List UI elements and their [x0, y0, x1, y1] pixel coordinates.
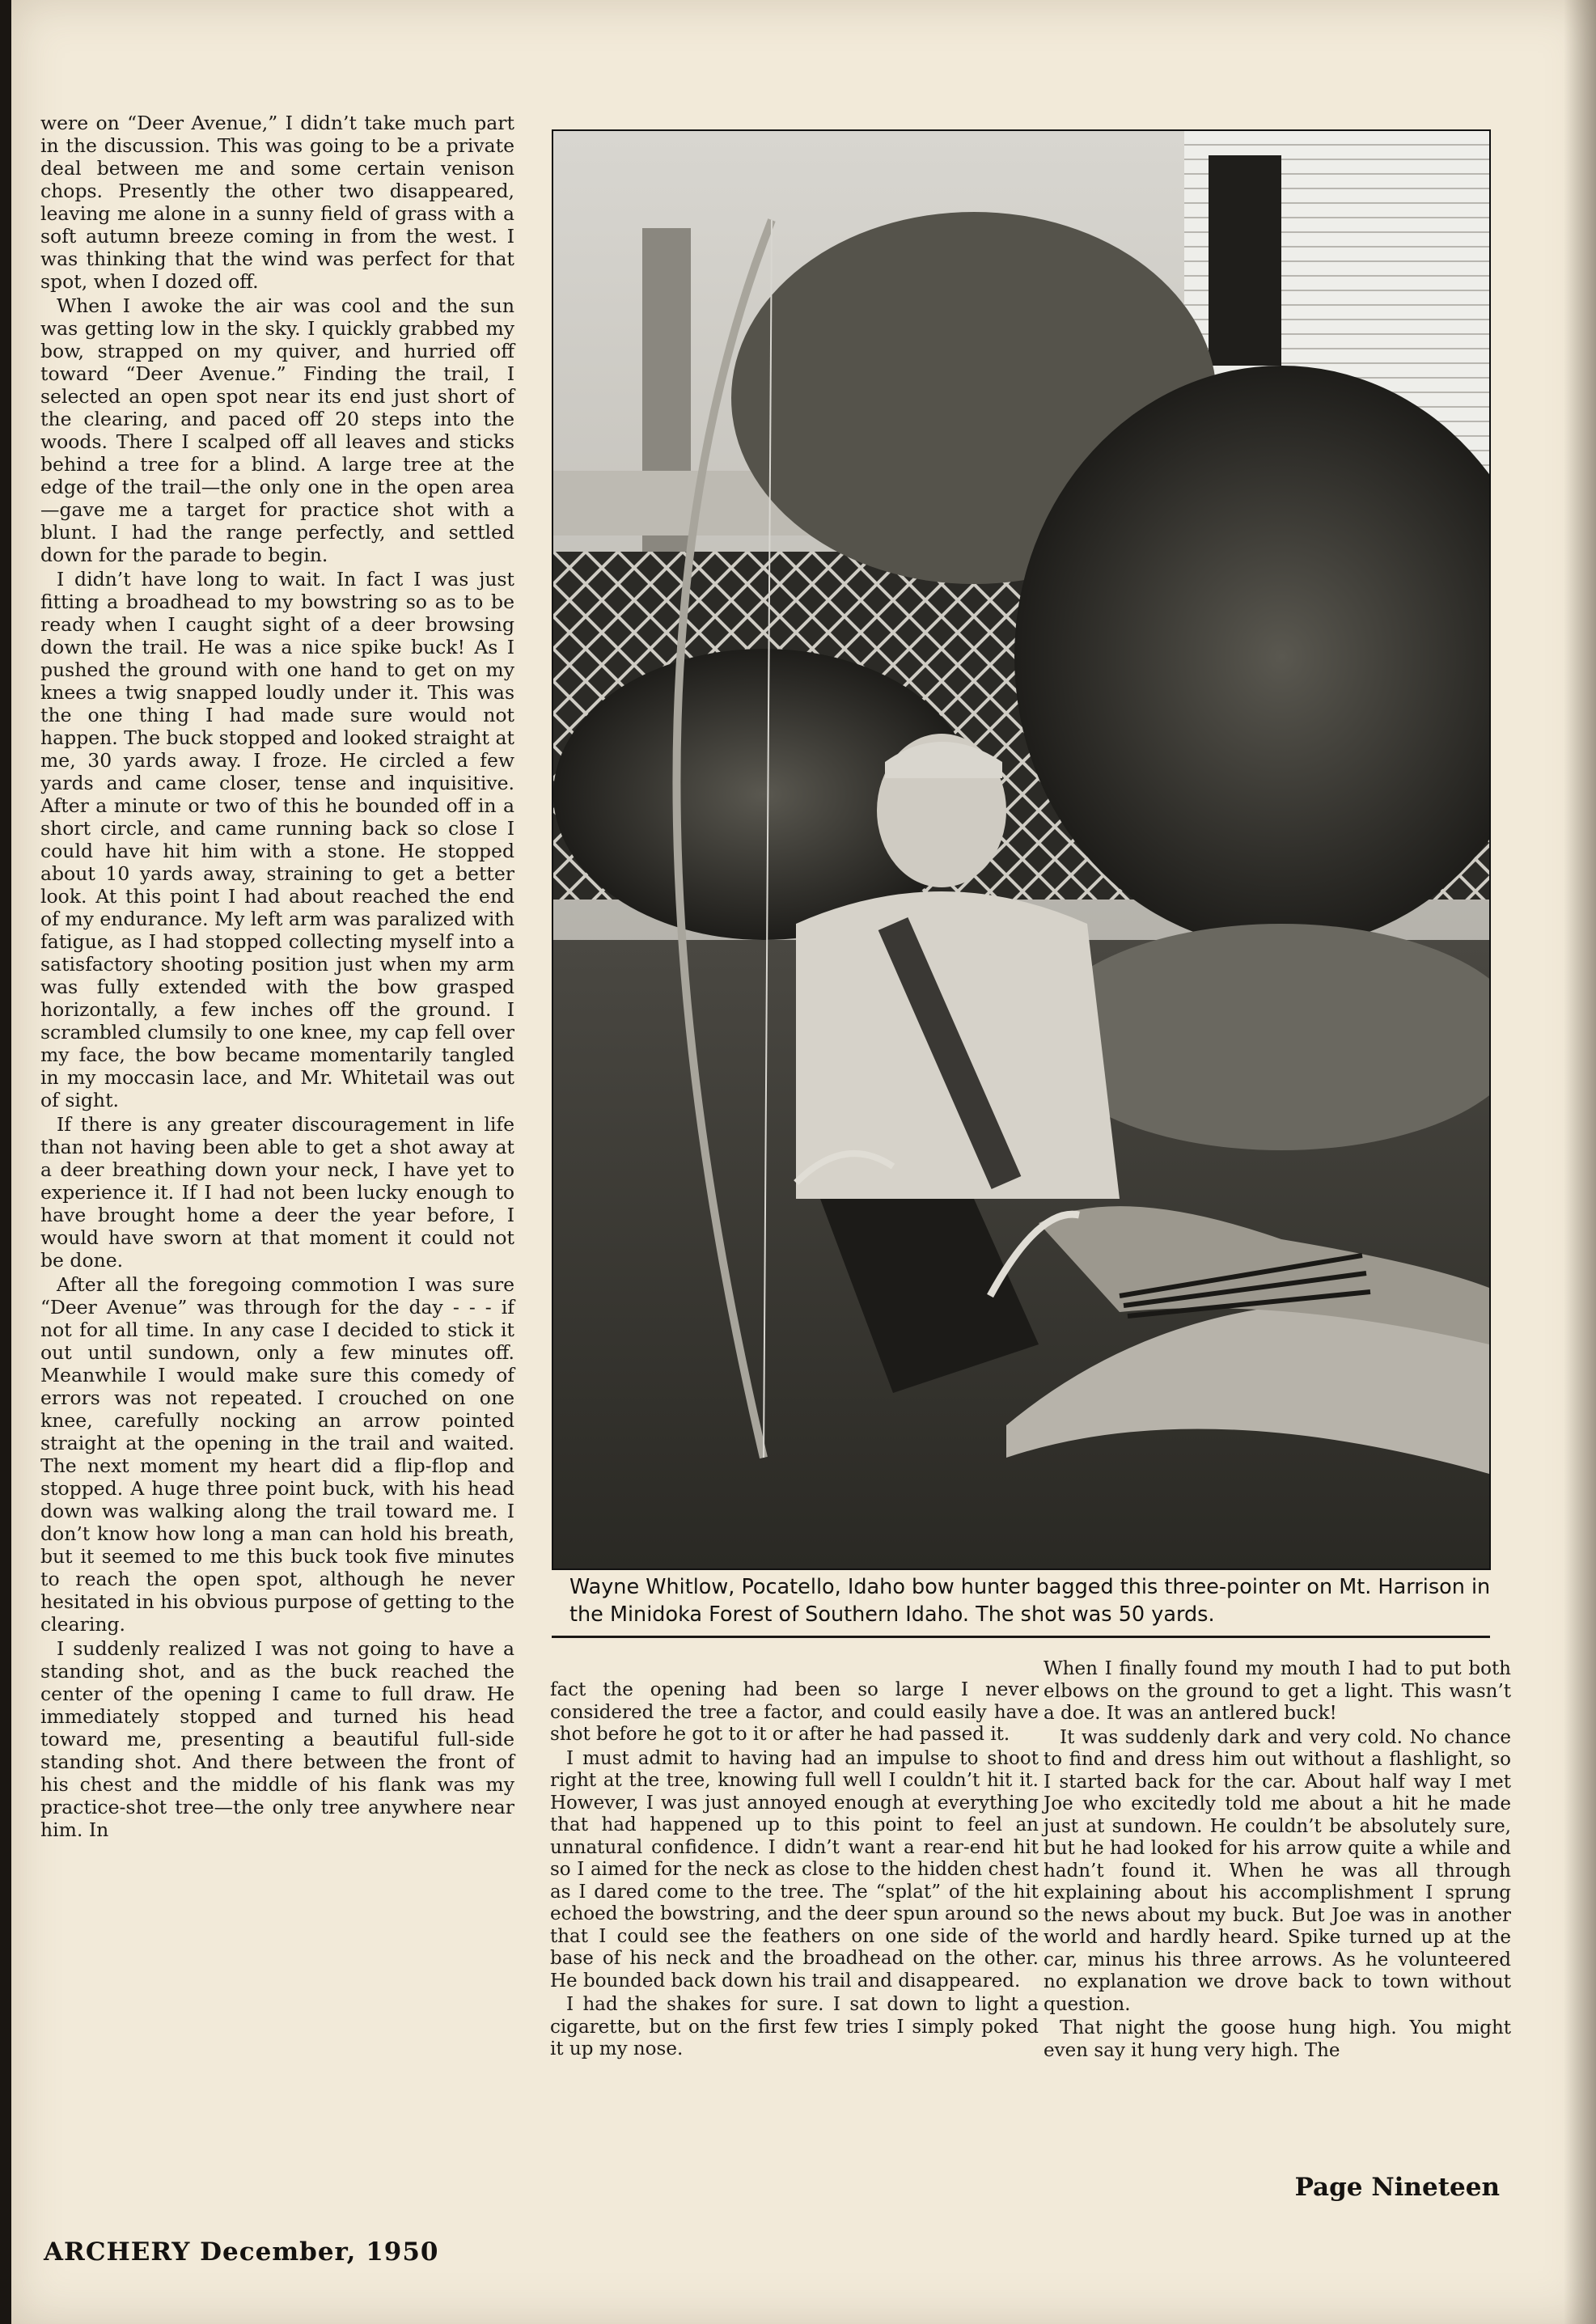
- paragraph: were on “Deer Avenue,” I didn’t take much part in the discussion. This was going to be a private deal between me and some certain venison chops. Presently the other two disappeared, leaving me alone in a sunny field of grass with a soft autumn breeze coming in from the west. I was thinking that the wind was perfect for that spot, when I dozed off.: [40, 112, 514, 293]
- magazine-footer: ARCHERY December, 1950: [44, 2237, 439, 2267]
- paragraph: When I finally found my mouth I had to put both elbows on the ground to get a light. This wasn’t a doe. It was an antlered buck!: [1044, 1658, 1511, 1724]
- paragraph: It was suddenly dark and very cold. No chance to find and dress him out without a flashlight, so I started back for the car. About half way I met Joe who excitedly told me about a hit he made just at sundown. He couldn’t be absolutely sure, but he had looked for his arrow quite a while and hadn’t found it. When he was all through explaining about his accomplishment I sprung the news about my buck. But Joe was in another world and hardly heard. Spike turned up at the car, minus his three arrows. As he volunteered no explanation we drove back to town without question.: [1044, 1726, 1511, 2015]
- paragraph: After all the foregoing commotion I was sure “Deer Avenue” was through for the day - - - if not for all time. In any case I decided to stick it out until sundown, only a few minutes off. Meanwhile I would make sure this comedy of errors was not repeated. I crouched on one knee, carefully nocking an arrow pointed straight at the opening in the trail and waited. The next moment my heart did a flip-flop and stopped. A huge three point buck, with his head down was walking along the trail toward me. I don’t know how long a man can hold his breath, but it seemed to me this buck took five minutes to reach the open spot, although he never hesitated in his obvious purpose of getting to the clearing.: [40, 1273, 514, 1636]
- paragraph: I suddenly realized I was not going to have a standing shot, and as the buck reached the center of the opening I came to full draw. He immediately stopped and turned his head toward me, presenting a beautiful full-side standing shot. And there between the front of his chest and the middle of his flank was my practice-shot tree—the only tree anywhere near him. In: [40, 1637, 514, 1841]
- caption-rule: [552, 1636, 1490, 1638]
- magazine-page: [11, 0, 1596, 2324]
- article-column-middle: [550, 1679, 1039, 2205]
- hunter-photo: [552, 129, 1491, 1570]
- paragraph: I had the shakes for sure. I sat down to light a cigarette, but on the first few tries I simply poked it up my nose.: [550, 1994, 1039, 2059]
- article-column-left: [40, 112, 514, 2134]
- article-column-right: [1044, 1658, 1511, 2184]
- photo-caption: Wayne Whitlow, Pocatello, Idaho bow hunter bagged this three-pointer on Mt. Harrison in the Minidoka Forest of Southern Idaho. The shot was 50 yards.: [569, 1575, 1491, 1627]
- paragraph: I didn’t have long to wait. In fact I was just fitting a broadhead to my bowstring so as to be ready when I caught sight of a deer browsing down the trail. He was a nice spike buck! As I pushed the ground with one hand to get on my knees a twig snapped loudly under it. This was the one thing I had made sure would not happen. The buck stopped and looked straight at me, 30 yards away. I froze. He circled a few yards and came closer, tense and inquisitive. After a minute or two of this he bounded off in a short circle, and came running back so close I could have hit him with a stone. He stopped about 10 yards away, straining to get a better look. At this point I had about reached the end of my endurance. My left arm was paralized with fatigue, as I had stopped collecting myself into a satisfactory shooting position just when my arm was fully extended with the bow grasped horizontally, a few inches off the ground. I scrambled clumsily to one knee, my cap fell over my face, the bow became momentarily tangled in my moccasin lace, and Mr. Whitetail was out of sight.: [40, 568, 514, 1111]
- paragraph: If there is any greater discouragement in life than not having been able to get a shot away at a deer breathing down your neck, I have yet to experience it. If I had not been lucky enough to have brought home a deer the year before, I would have sworn at that moment it could not be done.: [40, 1113, 514, 1272]
- paragraph: When I awoke the air was cool and the sun was getting low in the sky. I quickly grabbed my bow, strapped on my quiver, and hurried off toward “Deer Avenue.” Finding the trail, I selected an open spot near its end just short of the clearing, and paced off 20 steps into the woods. There I scalped off all leaves and sticks behind a tree for a blind. A large tree at the edge of the trail—the only one in the open area—gave me a target for practice shot with a blunt. I had the range perfectly, and settled down for the parade to begin.: [40, 294, 514, 566]
- paragraph: That night the goose hung high. You might even say it hung very high. The: [1044, 2017, 1511, 2061]
- page-edge-shadow: [1564, 0, 1596, 2324]
- page-number: Page Nineteen: [1294, 2173, 1500, 2202]
- paragraph: I must admit to having had an impulse to shoot right at the tree, knowing full well I couldn’t hit it. However, I was just annoyed enough at everything that had happened up to this point to feel an unnatural confidence. I didn’t want a rear-end hit so I aimed for the neck as close to the hidden chest as I dared come to the tree. The “splat” of the hit echoed the bowstring, and the deer spun around so that I could see the feathers on one side of the base of his neck and the broadhead on the other. He bounded back down his trail and disappeared.: [550, 1747, 1039, 1992]
- paragraph: fact the opening had been so large I never considered the tree a factor, and could easily have shot before he got to it or after he had passed it.: [550, 1679, 1039, 1745]
